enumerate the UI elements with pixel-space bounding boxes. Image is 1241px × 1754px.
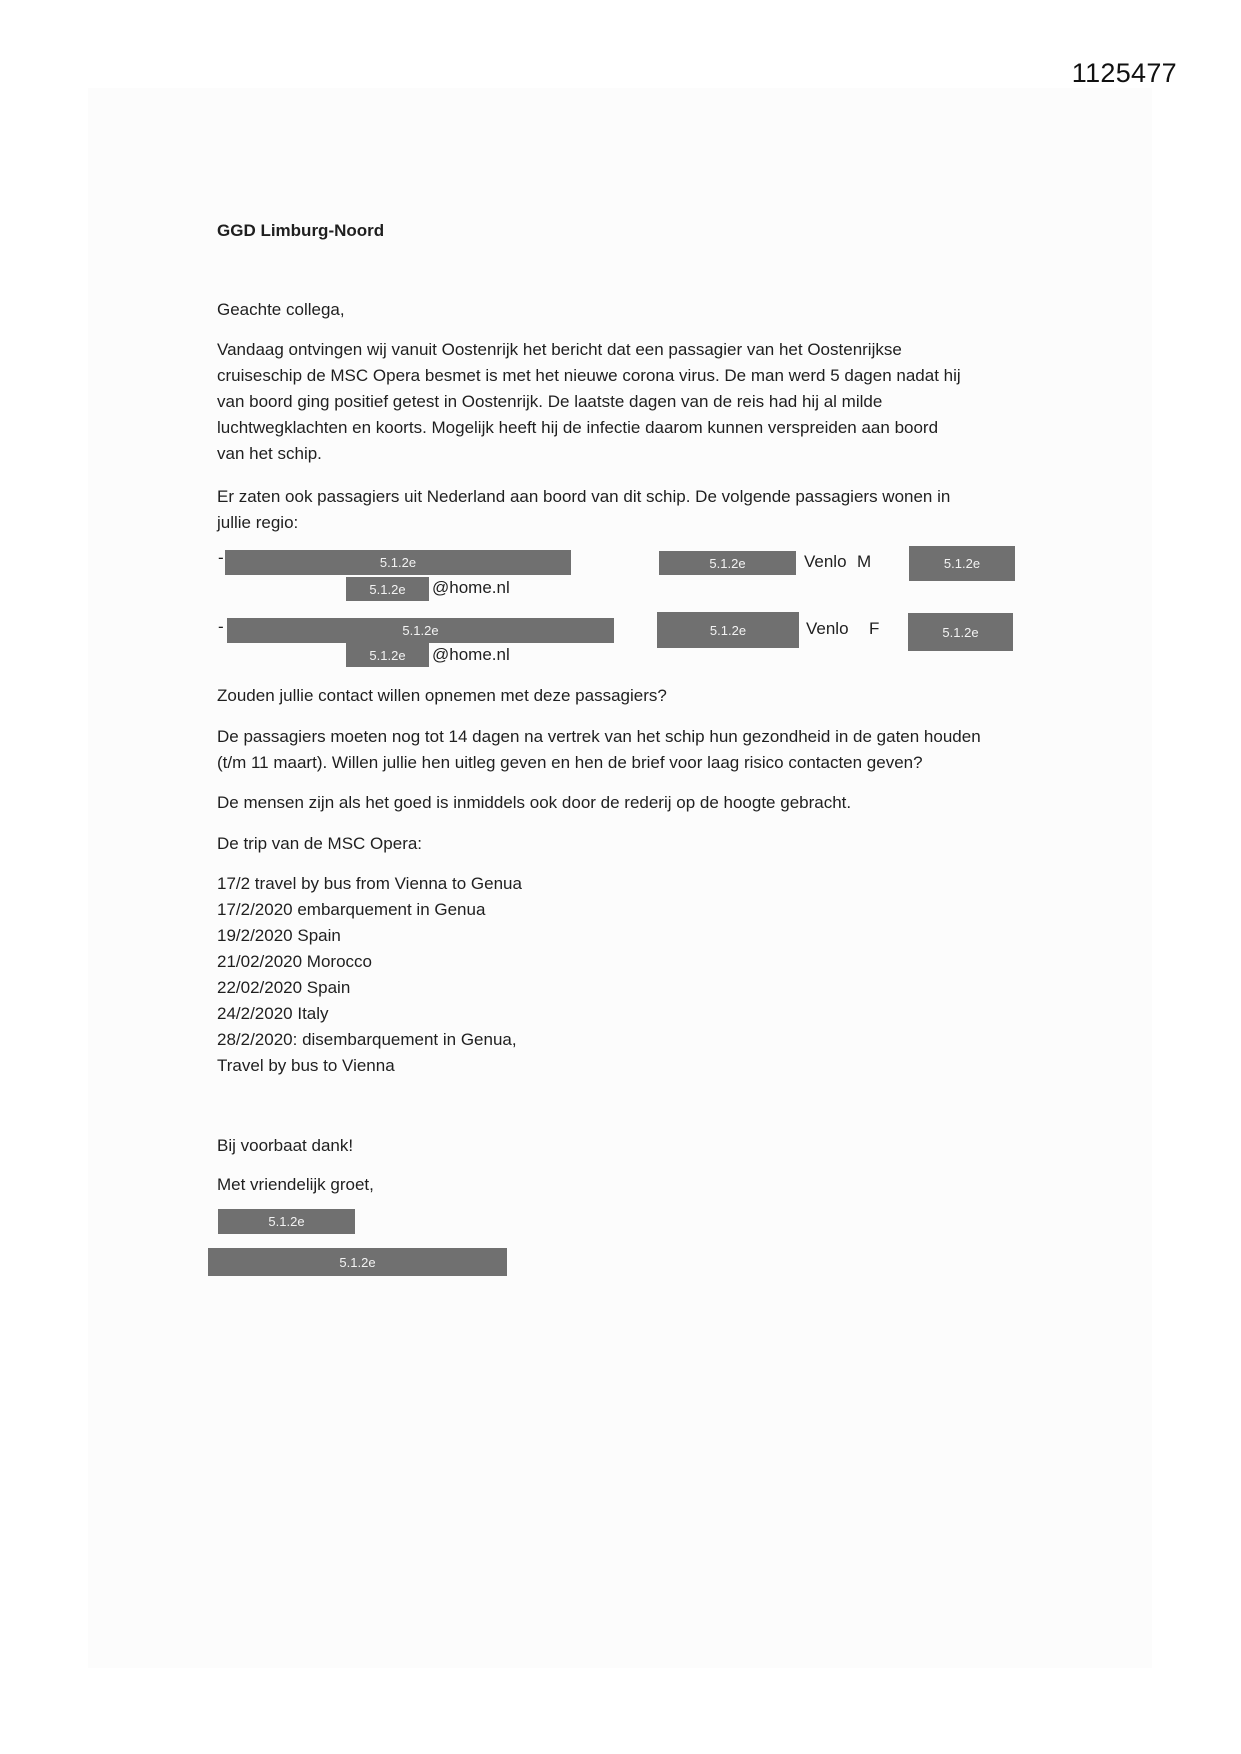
list-item: 24/2/2020 Italy — [217, 1004, 329, 1023]
list-item: 17/2 travel by bus from Vienna to Genua — [217, 874, 522, 893]
paragraph-line: Vandaag ontvingen wij vanuit Oostenrijk het bericht dat een passagier van het Oostenrijkse — [217, 340, 902, 359]
paragraph-line: van boord ging positief getest in Oostenrijk. De laatste dagen van de reis had hij al milde — [217, 392, 883, 411]
paragraph-line: van het schip. — [217, 444, 322, 463]
email-domain: @home.nl — [432, 645, 510, 664]
redacted-field: 5.1.2e — [657, 612, 799, 648]
paragraph-line: (t/m 11 maart). Willen jullie hen uitleg geven en hen de brief voor laag risico contacten geven? — [217, 753, 923, 772]
list-item: 19/2/2020 Spain — [217, 926, 341, 945]
paragraph-line: jullie regio: — [217, 513, 299, 532]
list-dash: - — [218, 617, 224, 636]
question-line: Zouden jullie contact willen opnemen met deze passagiers? — [217, 686, 667, 705]
redacted-field: 5.1.2e — [909, 546, 1015, 581]
list-item: 22/02/2020 Spain — [217, 978, 351, 997]
closing-line: Met vriendelijk groet, — [217, 1175, 374, 1194]
trip-heading: De trip van de MSC Opera: — [217, 834, 423, 853]
redacted-signature-title: 5.1.2e — [208, 1248, 507, 1276]
thanks-line: Bij voorbaat dank! — [217, 1136, 354, 1155]
redacted-signature-name: 5.1.2e — [218, 1209, 355, 1234]
redacted-name: 5.1.2e — [225, 550, 571, 575]
list-item: 28/2/2020: disembarquement in Genua, — [217, 1030, 517, 1049]
document-number: 1125477 — [1071, 58, 1177, 88]
redacted-email-user: 5.1.2e — [346, 643, 429, 667]
list-item: 21/02/2020 Morocco — [217, 952, 372, 971]
redacted-name: 5.1.2e — [227, 618, 614, 643]
passenger-sex: F — [869, 619, 880, 638]
list-dash: - — [218, 548, 224, 567]
email-domain: @home.nl — [432, 578, 510, 597]
redacted-email-user: 5.1.2e — [346, 577, 429, 601]
salutation: Geachte collega, — [217, 300, 345, 319]
redacted-field: 5.1.2e — [908, 613, 1013, 651]
passenger-sex: M — [857, 552, 872, 571]
paragraph-line: Er zaten ook passagiers uit Nederland aan boord van dit schip. De volgende passagiers wonen in — [217, 487, 951, 506]
paragraph-line: De passagiers moeten nog tot 14 dagen na vertrek van het schip hun gezondheid in de gaten houden — [217, 727, 981, 746]
paragraph-line: cruiseschip de MSC Opera besmet is met het nieuwe corona virus. De man werd 5 dagen nadat hij — [217, 366, 961, 385]
organization-heading: GGD Limburg-Noord — [217, 221, 385, 240]
passenger-city: Venlo — [806, 619, 849, 638]
list-item: 17/2/2020 embarquement in Genua — [217, 900, 486, 919]
notification-line: De mensen zijn als het goed is inmiddels ook door de rederij op de hoogte gebracht. — [217, 793, 852, 812]
paragraph-line: luchtwegklachten en koorts. Mogelijk heeft hij de infectie daarom kunnen verspreiden aan boord — [217, 418, 939, 437]
passenger-city: Venlo — [804, 552, 847, 571]
list-item: Travel by bus to Vienna — [217, 1056, 395, 1075]
redacted-field: 5.1.2e — [659, 551, 796, 575]
